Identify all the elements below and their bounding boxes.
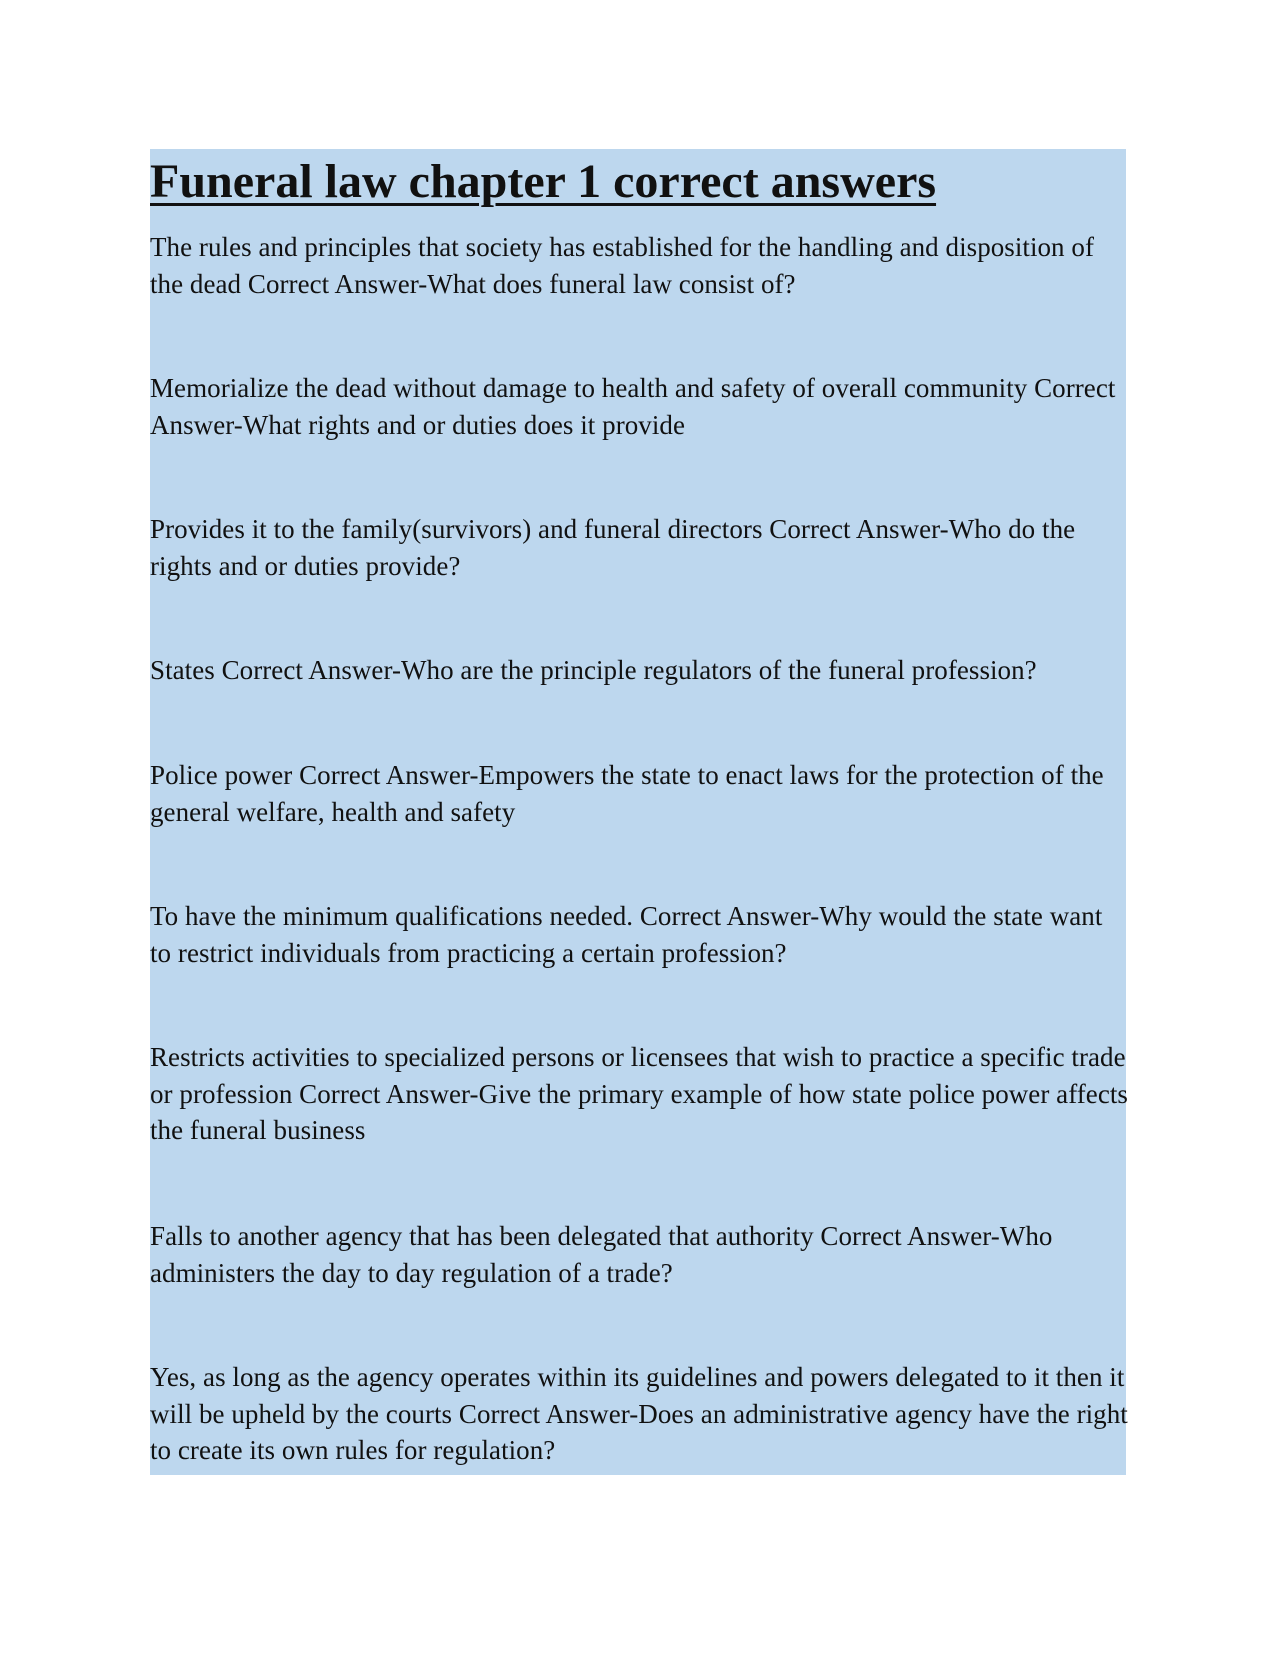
qa-item-8: Falls to another agency that has been delegated that authority Correct Answer-Who administers the day to day regulation of a trade? [150,1221,1053,1288]
document-title: Funeral law chapter 1 correct answers [150,155,937,208]
qa-item-3: Provides it to the family(survivors) and funeral directors Correct Answer-Who do the rights and or duties provide? [150,514,1076,581]
qa-item-1: The rules and principles that society has established for the handling and disposition of the dead Correct Answer-What does funeral law consist of? [150,232,1094,299]
qa-item-5: Police power Correct Answer-Empowers the state to enact laws for the protection of the general welfare, health and safety [150,760,1104,827]
qa-item-2: Memorialize the dead without damage to health and safety of overall community Correct Answer-What rights and or duties does it provide [150,373,1116,440]
qa-item-4: States Correct Answer-Who are the principle regulators of the funeral profession? [150,655,1037,685]
qa-item-7: Restricts activities to specialized persons or licensees that wish to practice a specific trade or profession Correct Answer-Give the primary example of how state police power affects the funeral business [150,1042,1128,1145]
qa-item-9: Yes, as long as the agency operates within its guidelines and powers delegated to it then it will be upheld by the courts Correct Answer-Does an administrative agency have the right to create its own rules for regulation? [150,1362,1128,1465]
qa-item-6: To have the minimum qualifications needed. Correct Answer-Why would the state want to restrict individuals from practicing a certain profession? [150,901,1103,968]
